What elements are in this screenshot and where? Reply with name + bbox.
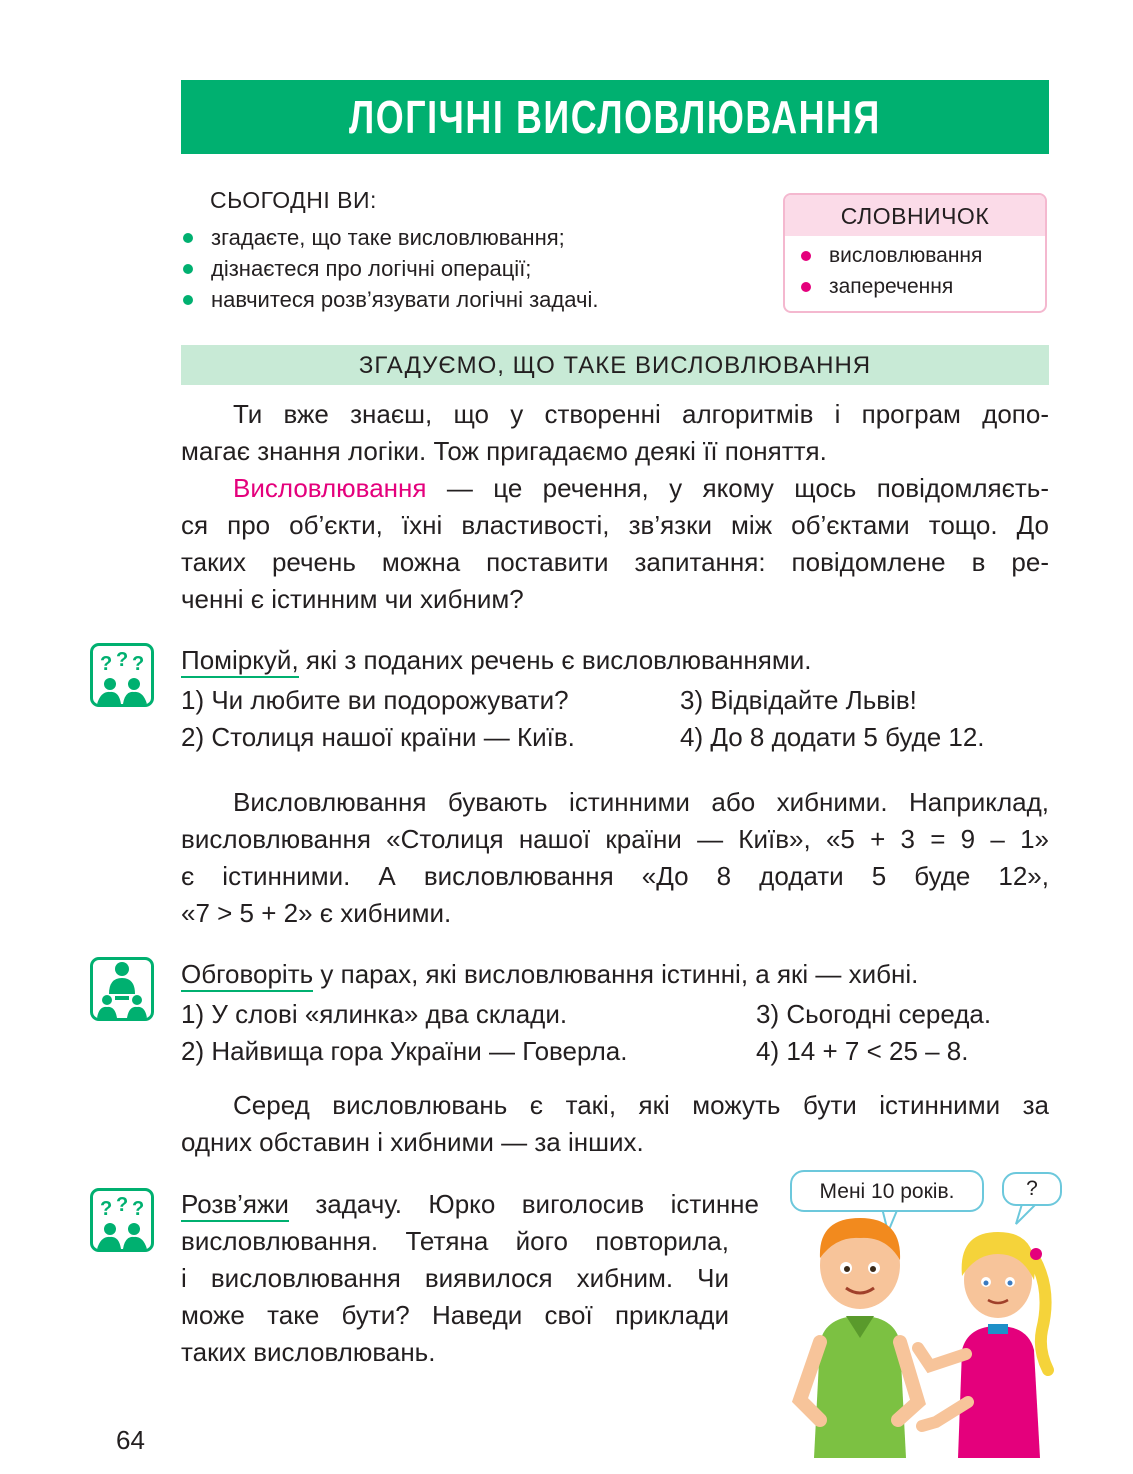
goals-list <box>181 222 598 315</box>
task1-option: 2) Столиця нашої країни — Київ. <box>181 722 575 752</box>
task2-option: 3) Сьогодні середа. <box>756 999 992 1029</box>
glossary-box <box>783 193 1047 313</box>
task2-option: 4) 14 + 7 < 25 – 8. <box>756 1036 969 1066</box>
task1-prompt: Поміркуй, які з поданих речень є висловлюваннями. <box>181 642 811 679</box>
goal-item: навчитеся розв’язувати логічні задачі. <box>181 284 598 315</box>
task2-option: 1) У слові «ялинка» два склади. <box>181 999 568 1029</box>
bullet-icon <box>183 233 193 243</box>
task2-prompt: Обговоріть у парах, які висловлювання істинні, а які — хибні. <box>181 956 918 993</box>
glossary-list <box>785 236 1045 302</box>
goal-item: згадаєте, що таке висловлювання; <box>181 222 598 253</box>
page-title-text: ЛОГІЧНІ ВИСЛОВЛЮВАННЯ <box>349 91 881 143</box>
bullet-icon <box>801 282 811 292</box>
conditional-paragraph: Серед висловлювань є такі, які можуть бути істинними за одних обставин і хибними — за інших. <box>181 1090 1049 1157</box>
task-verb: Обговоріть <box>181 959 313 992</box>
goals-heading: СЬОГОДНІ ВИ: <box>210 187 377 213</box>
boy-and-girl-illustration <box>790 1170 1062 1458</box>
bullet-icon <box>801 251 811 261</box>
definition-paragraph: Висловлювання — це речення, у якому щось повідомляєть- ся про об’єкти, їхні властивості, зв’язки між об’єктами тощо. До таких речень можна поставити запитання: повідомлене в ре- ченні є істинним чи хибним? <box>181 473 1049 614</box>
task2-option: 2) Найвища гора України — Говерла. <box>181 1036 628 1066</box>
page-title <box>181 80 1049 154</box>
think-icon <box>90 1188 154 1252</box>
svg-text:?: ? <box>132 653 145 675</box>
truth-paragraph: Висловлювання бувають істинними або хибними. Наприклад, висловлювання «Столиця нашої країни — Київ», «5 + 3 = 9 – 1» є істинними. А висловлювання «До 8 додати 5 буде 12», «7 > 5 + 2» є хибними. <box>181 787 1049 928</box>
term-highlight: Висловлювання <box>233 473 427 503</box>
glossary-heading: СЛОВНИЧОК <box>785 195 1045 236</box>
task1-option: 3) Відвідайте Львів! <box>680 685 917 715</box>
kids-illustration <box>790 1170 1062 1458</box>
svg-text:?: ? <box>100 653 113 675</box>
task-verb: Поміркуй, <box>181 645 299 678</box>
task-verb: Розв’яжи <box>181 1189 289 1222</box>
task1-option: 1) Чи любите ви подорожувати? <box>181 685 569 715</box>
svg-text:?: ? <box>116 1194 129 1216</box>
intro-paragraph: Ти вже знаєш, що у створенні алгоритмів і програм допо- магає знання логіки. Тож пригадаємо деякі її поняття. <box>181 399 1049 466</box>
svg-text:?: ? <box>100 1198 113 1220</box>
svg-text:?: ? <box>132 1198 145 1220</box>
glossary-item: висловлювання <box>799 240 1045 271</box>
goal-item: дізнаєтеся про логічні операції; <box>181 253 598 284</box>
task1-option: 4) До 8 додати 5 буде 12. <box>680 722 985 752</box>
task3-paragraph: Розв’яжи задачу. Юрко виголосив істинне висловлювання. Тетяна його повторила, і висловлювання виявилося хибним. Чи може таке бути? Наведи свої приклади таких висловлювань. <box>181 1189 759 1367</box>
bullet-icon <box>183 264 193 274</box>
svg-text:?: ? <box>116 649 129 671</box>
section-heading: ЗГАДУЄМО, ЩО ТАКЕ ВИСЛОВЛЮВАННЯ <box>181 345 1049 385</box>
boy-speech-bubble: Мені 10 років. <box>790 1170 984 1212</box>
page-number: 64 <box>116 1425 145 1455</box>
pair-discussion-icon <box>90 957 154 1021</box>
think-icon <box>90 643 154 707</box>
bullet-icon <box>183 295 193 305</box>
girl-speech-bubble: ? <box>1002 1172 1062 1206</box>
glossary-item: заперечення <box>799 271 1045 302</box>
